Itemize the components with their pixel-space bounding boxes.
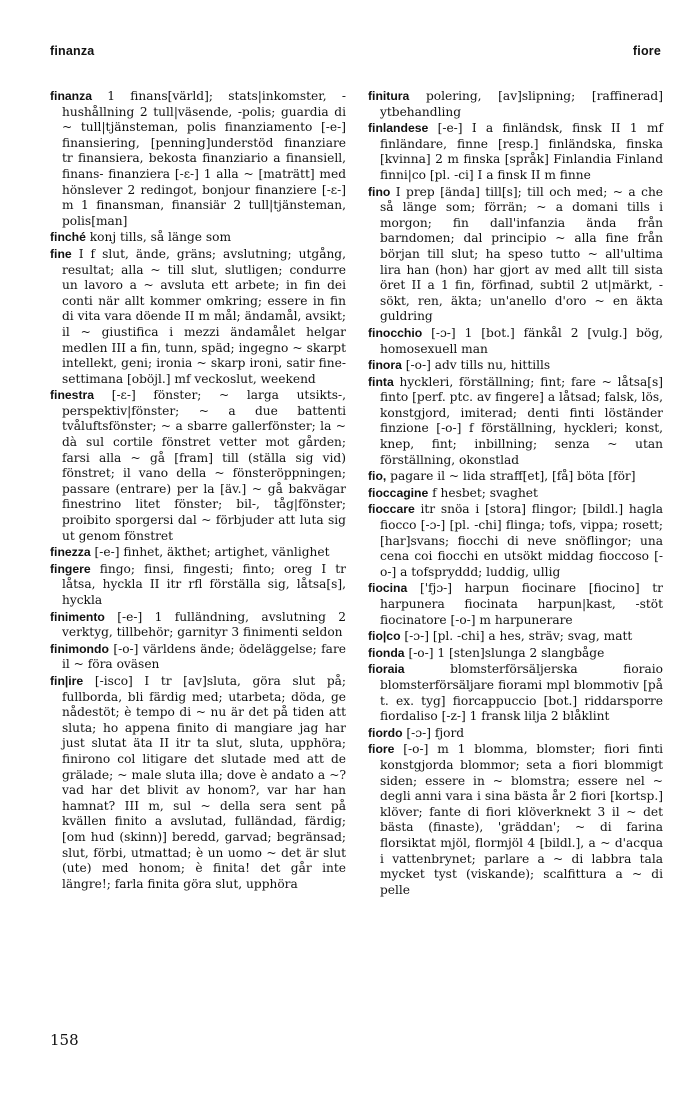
dictionary-entry: [50, 89, 346, 229]
entry-headword: fin|ire: [50, 673, 84, 688]
entry-definition: [-e-] finhet, äkthet; artighet, vänlighet: [94, 545, 330, 560]
entry-definition: [-ɛ-] fönster; ~ larga utsikts-, perspektiv|fönster; ~ a due battenti tvåluftsfönster; ~ a sbarre gallerfönster; la ~ dà sul cortile fönstret vetter mot gården; farsi alla ~ gå [fram] till (ställa sig vid) fönstret; il vano della ~ fönsteröppningen; passare (entrare) per la [äv.] ~ gå bakvägar finestrino litet fönster; bil-, tåg|fönster; proibito sporgersi dal ~ förbjuder att luta sig ut genom fönstret: [62, 388, 347, 543]
entry-definition: [-e-] 1 fulländning, avslutning 2 verktyg, tillbehör; garnityr 3 finimenti seldon: [62, 609, 347, 640]
dictionary-entry: [368, 581, 663, 628]
dictionary-entry: [50, 388, 346, 544]
entry-definition: [-e-] I a finländsk, finsk II 1 mf finländare, finne [resp.] finländska, finska [kvinna] 2 m finska [språk] Finlandia Finland finni|co [pl. -ci] I a finsk II m finne: [380, 121, 663, 182]
dictionary-entry: [368, 121, 663, 183]
dictionary-entry: [50, 642, 346, 673]
entry-definition: [-o-] 1 [sten]slunga 2 slangbåge: [408, 645, 605, 660]
entry-headword: fio,: [368, 469, 387, 484]
entry-definition: f hesbet; svaghet: [432, 485, 538, 500]
entry-headword: fio|co: [368, 629, 401, 644]
dictionary-entry: [368, 726, 663, 742]
dictionary-entry: [368, 375, 663, 469]
entry-definition: I prep [ända] till[s]; till och med; ~ a che så länge som; förrän; ~ a domani tills i morgon; fin dall'infanzia ända från barndomen; dal principio ~ alla fine från början till slut; ha speso tutto ~ all'ultima lira han (hon) har gjort av med allt till sista öret II a 1 fin, förfinad, subtil 2 ut|märkt, -sökt, ren, äkta; un'anello d'oro ~ en äkta guldring: [380, 184, 664, 324]
entry-headword: fino: [368, 184, 391, 199]
entry-headword: finestra: [50, 388, 95, 403]
dictionary-entry: [368, 646, 663, 662]
dictionary-entry: [368, 742, 663, 898]
left-guide-word: finanza: [50, 44, 95, 58]
entry-headword: fiore: [368, 742, 395, 757]
dictionary-entry: [50, 610, 346, 641]
entry-headword: finimento: [50, 609, 105, 624]
entry-definition: pagare il ~ lida straff[et], [få] böta [för]: [390, 469, 636, 484]
entry-headword: fingere: [50, 561, 91, 576]
dictionary-entry: [50, 562, 346, 609]
entry-headword: fionda: [368, 645, 405, 660]
dictionary-entry: [50, 674, 346, 892]
dictionary-entry: [368, 629, 663, 645]
entry-headword: fioccare: [368, 502, 415, 517]
dictionary-entry: [50, 230, 346, 246]
entry-headword: fioraia: [368, 662, 405, 677]
dictionary-entry: [368, 662, 663, 724]
entry-definition: hyckleri, förställning; fint; fare ~ låtsa[s] finto [perf. ptc. av fingere] a låtsad; falsk, lös, konstgjord, imiterad; denti finti löständer finzione [-o-] f förställning, hyckleri; konst, knep, fint; inbillning; senza ~ utan förställning, okonstlad: [380, 374, 663, 467]
entry-definition: [-ɔ-] [pl. -chi] a hes, sträv; svag, matt: [404, 629, 633, 644]
entry-headword: fine: [50, 246, 72, 261]
dictionary-entry: [368, 326, 663, 357]
entry-definition: [-ɔ-] fjord: [406, 725, 465, 740]
entry-headword: fioccagine: [368, 485, 429, 500]
right-guide-word: fiore: [632, 44, 661, 58]
entry-headword: fiocina: [368, 581, 408, 596]
entry-definition: [-ɔ-] 1 [bot.] fänkål 2 [vulg.] bög, homosexuell man: [380, 325, 663, 356]
dictionary-entry: [368, 89, 663, 120]
entry-definition: ['fjɔ-] harpun fiocinare [fiocino] tr harpunera fiocinata harpun|kast, -stöt fiocinatore [-o-] m harpunerare: [380, 581, 663, 627]
dictionary-entry: [368, 185, 663, 325]
left-column: [50, 89, 346, 893]
entry-definition: blomsterförsäljerska fioraio blomsterförsäljare fiorami mpl blommotiv [på t. ex. tyg] fiorcappuccio [bot.] riddarsporre fiordaliso [-z-] 1 fransk lilja 2 blåklint: [380, 662, 663, 724]
dictionary-entry: [368, 486, 663, 502]
entry-headword: finezza: [50, 545, 91, 560]
entry-headword: finché: [50, 230, 86, 245]
dictionary-entry: [368, 502, 663, 580]
entry-definition: I f slut, ände, gräns; avslutning; utgång, resultat; alla ~ till slut, slutligen; condurre un lavoro a ~ avsluta ett arbete; in fin dei conti när allt kommer omkring; essere in fin di vita vara döende II m mål; ändamål, avsikt; il ~ giustifica i mezzi ändamålet helgar medlen III a fin, tunn, späd; ingegno ~ skarpt intellekt, geni; ironia ~ skarp ironi, satir fine-settimana [oböjl.] mf veckoslut, weekend: [62, 246, 346, 386]
entry-definition: [-o-] adv tills nu, hittills: [405, 358, 551, 373]
entry-definition: [-o-] m 1 blomma, blomster; fiori finti konstgjorda blommor; seta a fiori blommigt siden; essere in ~ blomstra; essere nel ~ degli anni vara i sina bästa år 2 fiori [kortsp.] klöver; fante di fiori klöverknekt 3 il ~ det bästa (finaste), 'gräddan'; ~ di farina florsiktat mjöl, flormjöl 4 [bildl.], a ~ d'acqua i vattenbrynet; parlare a ~ di labbra tala mycket tyst (viskande); scalfittura a ~ di pelle: [380, 742, 663, 897]
dictionary-entry: [50, 545, 346, 561]
entry-definition: polering, [av]slipning; [raffinerad] ytbehandling: [380, 89, 663, 119]
entry-headword: finta: [368, 374, 394, 389]
entry-headword: finimondo: [50, 641, 109, 656]
entry-headword: finocchio: [368, 325, 423, 340]
entry-definition: konj tills, så länge som: [89, 230, 232, 245]
entry-definition: 1 finans[värld]; stats|inkomster, -hushållning 2 tull|väsende, -polis; guardia di ~ tull|tjänsteman, polis finanziamento [-e-] finansiering, [penning]understöd finanziare tr finansiera, bekosta finanziario a finansiell, finans- finanziera [-ɛ-] 1 alla ~ [maträtt] med hönslever 2 redingot, bonjour finanziere [-ɛ-] m 1 finansman, finansiär 2 tull|tjänsteman, polis[man]: [62, 89, 347, 228]
page-number: 158: [50, 1031, 79, 1049]
dictionary-entry: [50, 247, 346, 387]
right-column: [368, 89, 663, 899]
entry-headword: finlandese: [368, 121, 429, 136]
entry-definition: itr snöa i [stora] flingor; [bildl.] hagla fiocco [-ɔ-] [pl. -chi] flinga; tofs, vippa; rosett; [har]svans; fiocchi di neve snöflingor; una cena coi fiocchi en utsökt middag fioccoso [-o-] a tofspryddd; luddig, ullig: [380, 502, 663, 579]
entry-definition: [-o-] världens ände; ödeläggelse; fare il ~ föra oväsen: [62, 641, 346, 672]
entry-definition: [-isco] I tr [av]sluta, göra slut på; fullborda, bli färdig med; utarbeta; döda, ge nådestöt; è tempo di ~ nu är det på tiden att sluta; ho appena finito di mangiare jag har just slutat äta II itr ta slut, sluta, upphöra; finirono col litigare det slutade med att de grälade; ~ male sluta illa; dove è andato a ~? vad har det blivit av honom?, var har han hamnat? III m, sul ~ della sera sent på kvällen finito a avslutad, fulländad, färdig; [om hud (skinn)] beredd, garvad; begränsad; slut, förbi, utmattad; è un uomo ~ det är slut (ute) med honom; è finita! det går inte längre!; farla finita göra slut, upphöra: [62, 673, 347, 891]
entry-headword: finanza: [50, 89, 92, 103]
dictionary-entry: [368, 358, 663, 374]
entry-headword: fiordo: [368, 725, 403, 740]
entry-headword: finitura: [368, 89, 410, 103]
entry-definition: fingo; finsi, fingesti; finto; oreg I tr låtsa, hyckla II itr rfl förställa sig, låtsa[s], hyckla: [62, 561, 347, 607]
dictionary-entry: [368, 469, 663, 485]
entry-headword: finora: [368, 358, 402, 373]
